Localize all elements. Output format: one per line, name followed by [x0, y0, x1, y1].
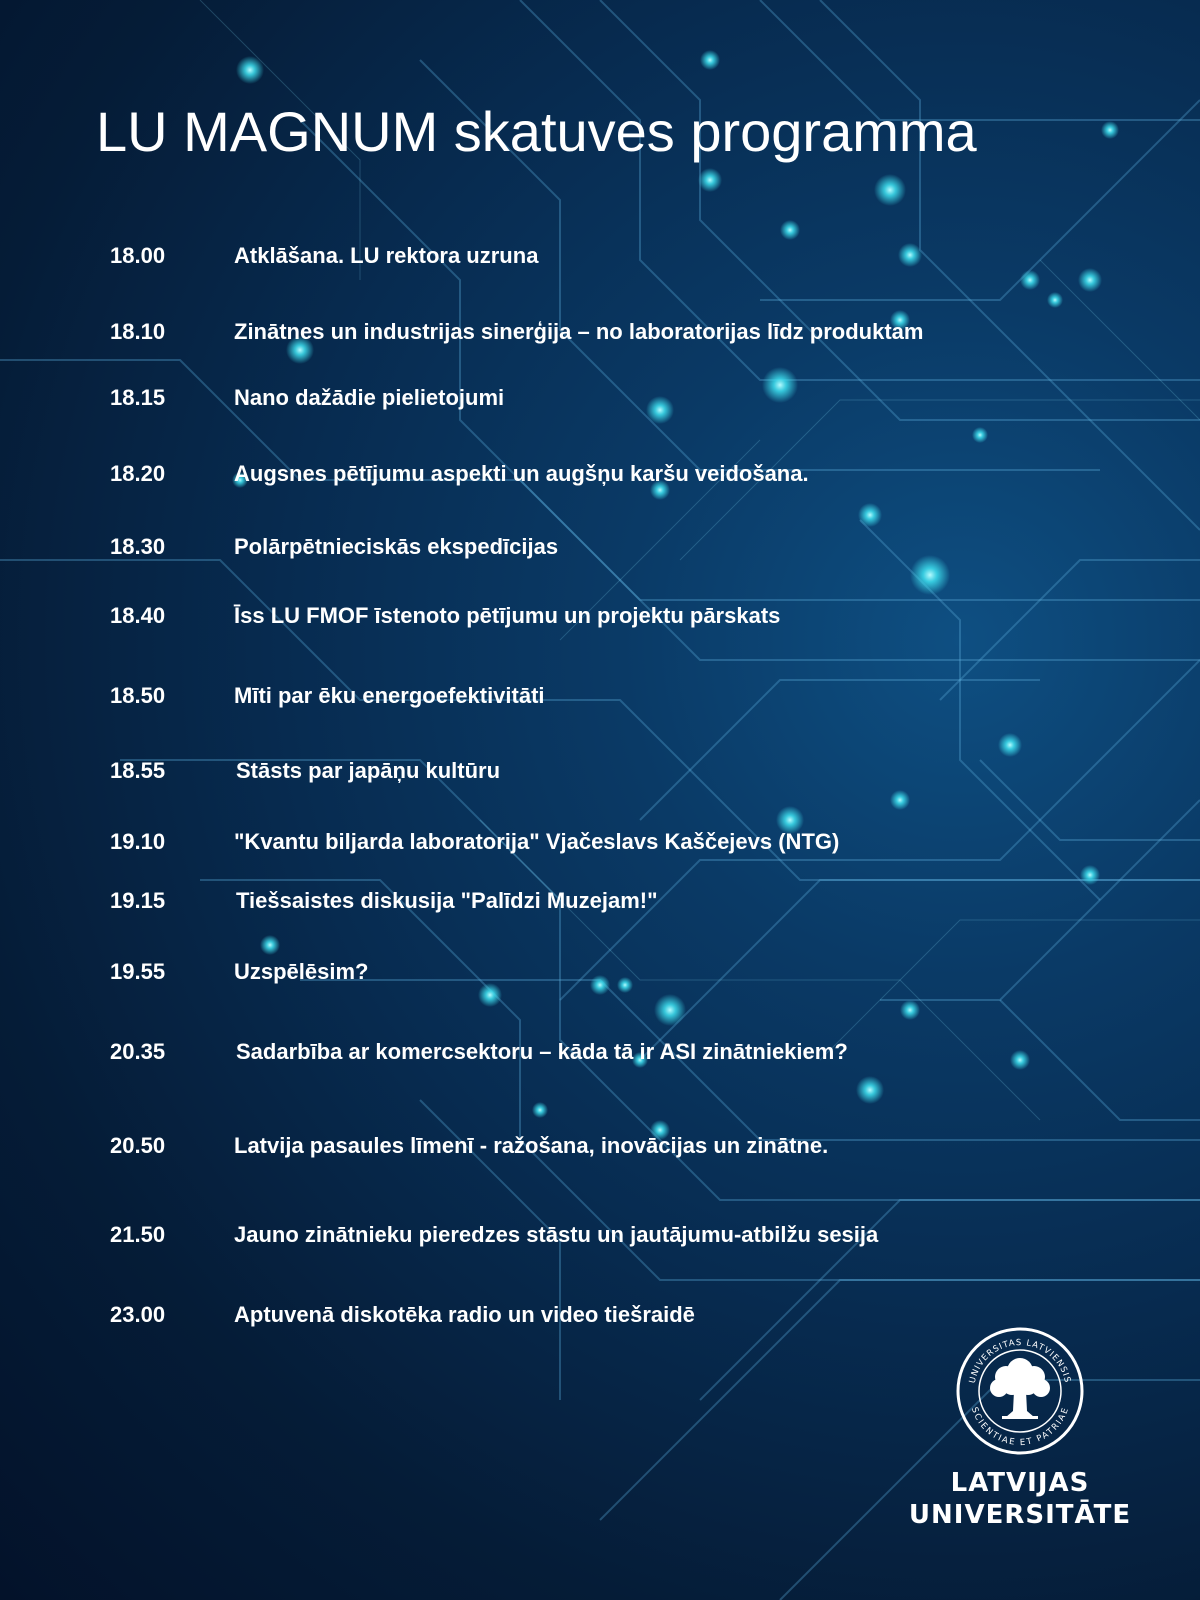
schedule-event: Stāsts par japāņu kultūru [236, 758, 501, 783]
schedule-event: Latvija pasaules līmenī - ražošana, inovācijas un zinātne. [234, 1133, 829, 1158]
schedule-time: 19.10 [110, 829, 166, 854]
schedule-time: 21.50 [110, 1222, 166, 1247]
schedule-event: Īss LU FMOF īstenoto pētījumu un projektu pārskats [234, 603, 781, 628]
schedule-time: 23.00 [110, 1302, 166, 1327]
schedule-row [110, 756, 500, 786]
schedule-time: 18.55 [110, 758, 166, 783]
schedule-row [110, 827, 839, 857]
university-logo [900, 1325, 1140, 1595]
schedule-row [110, 1131, 828, 1161]
schedule-row [110, 317, 923, 347]
schedule-time: 18.00 [110, 243, 166, 268]
schedule-time: 18.15 [110, 385, 166, 410]
schedule-row [110, 459, 809, 489]
schedule-event: Atklāšana. LU rektora uzruna [234, 243, 539, 268]
schedule-event: Mīti par ēku energoefektivitāti [234, 683, 545, 708]
schedule-row [110, 241, 538, 271]
schedule-event: Polārpētnieciskās ekspedīcijas [234, 534, 559, 559]
schedule-row [110, 957, 369, 987]
schedule-event: "Kvantu biljarda laboratorija" Vjačeslavs Kaščejevs (NTG) [234, 829, 840, 854]
logo-name-line2: UNIVERSITĀTE [908, 1500, 1132, 1530]
schedule-event: Jauno zinātnieku pieredzes stāstu un jautājumu-atbilžu sesija [234, 1222, 879, 1247]
schedule-row [110, 601, 780, 631]
logo-name-line1: LATVIJAS [950, 1468, 1090, 1498]
schedule-time: 18.30 [110, 534, 166, 559]
schedule-row [110, 383, 504, 413]
schedule-time: 20.50 [110, 1133, 166, 1158]
schedule-event: Augsnes pētījumu aspekti un augšņu karšu veidošana. [234, 461, 809, 486]
schedule-time: 20.35 [110, 1039, 166, 1064]
schedule-event: Tiešsaistes diskusija "Palīdzi Muzejam!" [236, 888, 658, 913]
schedule-time: 18.50 [110, 683, 166, 708]
schedule-time: 18.10 [110, 319, 166, 344]
schedule-event: Zinātnes un industrijas sinerģija – no laboratorijas līdz produktam [234, 319, 924, 344]
schedule-row [110, 886, 658, 916]
schedule-row [110, 1300, 695, 1330]
schedule-row [110, 1037, 848, 1067]
schedule-row [110, 681, 545, 711]
schedule-row [110, 1220, 878, 1250]
schedule-event: Uzspēlēsim? [234, 959, 369, 984]
schedule-row [110, 532, 558, 562]
schedule-time: 18.20 [110, 461, 166, 486]
seal-text-top: UNIVERSITAS LATVIENSIS [967, 1337, 1073, 1385]
schedule-time: 19.55 [110, 959, 166, 984]
schedule-time: 19.15 [110, 888, 166, 913]
schedule-time: 18.40 [110, 603, 166, 628]
oak-tree-icon [990, 1358, 1050, 1419]
university-seal-icon [954, 1325, 1086, 1457]
schedule-event: Aptuvenā diskotēka radio un video tiešraidē [234, 1302, 695, 1327]
seal-text-bottom: SCIENTIAE ET PATRIAE [969, 1405, 1071, 1448]
schedule-event: Nano dažādie pielietojumi [234, 385, 505, 410]
schedule-event: Sadarbība ar komercsektoru – kāda tā ir ASI zinātniekiem? [236, 1039, 848, 1064]
page-title: LU MAGNUM skatuves programma [96, 100, 977, 163]
